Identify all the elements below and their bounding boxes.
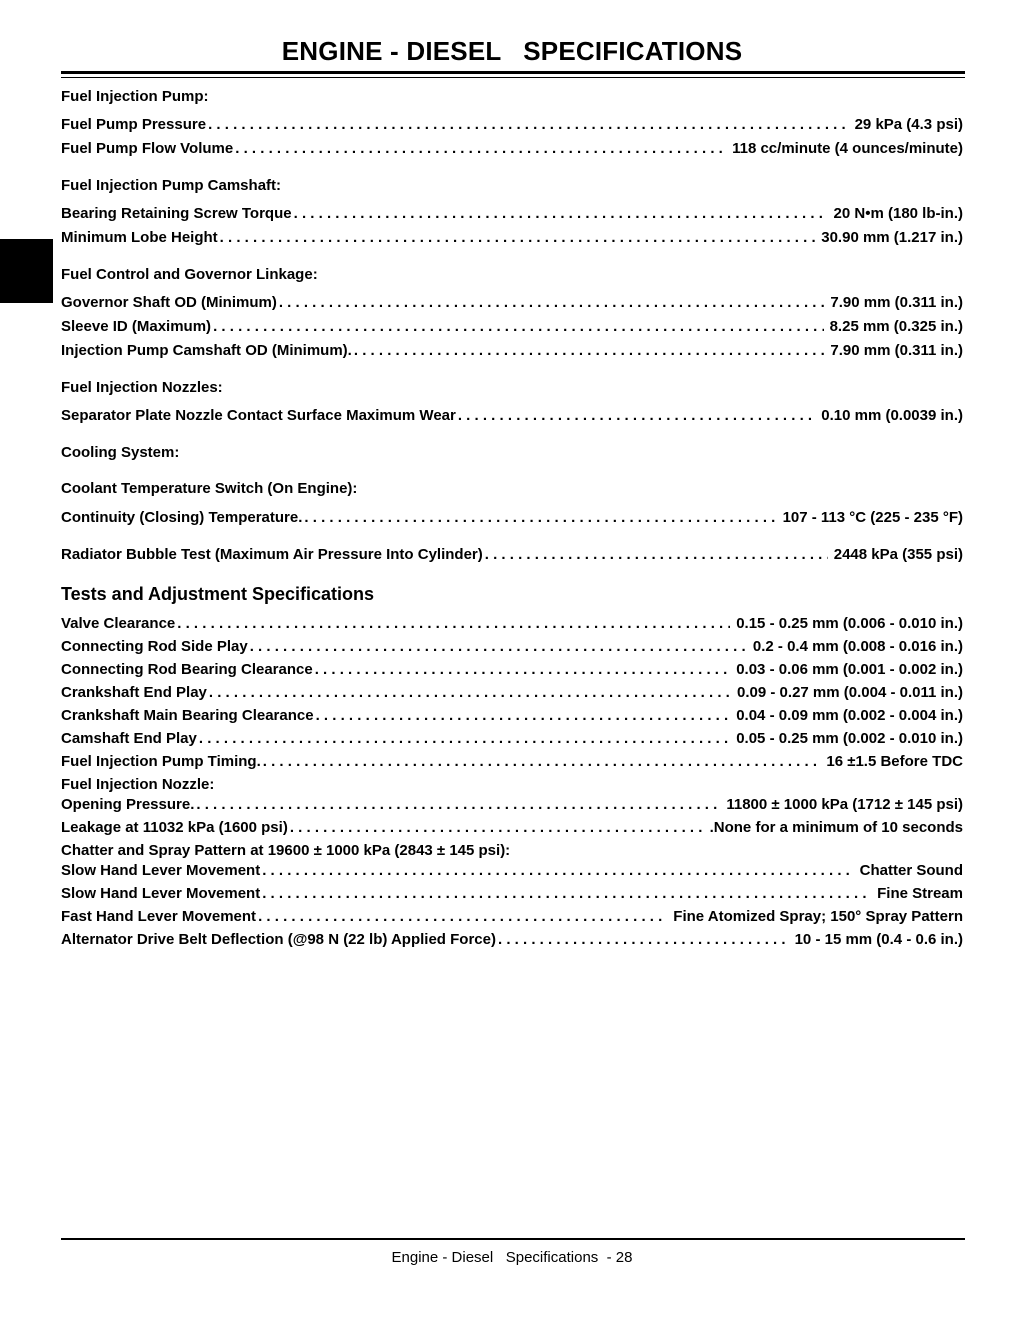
dot-leader — [458, 407, 815, 425]
spec-row — [61, 509, 963, 527]
dot-leader — [177, 615, 730, 633]
heading-chatter-spray-pattern: Chatter and Spray Pattern at 19600 ± 1000 kPa (2843 ± 145 psi): — [61, 842, 511, 859]
dot-leader — [262, 885, 871, 903]
dot-leader — [262, 862, 853, 880]
heading-coolant-temperature-switch: Coolant Temperature Switch (On Engine): — [61, 480, 358, 497]
spec-value: 0.2 - 0.4 mm (0.008 - 0.016 in.) — [752, 638, 963, 655]
dot-leader — [209, 684, 731, 702]
spec-row — [61, 931, 963, 949]
title-rule-thick — [61, 71, 965, 74]
spec-row — [61, 205, 963, 223]
spec-row — [61, 885, 963, 903]
dot-leader — [208, 116, 849, 134]
spec-row — [61, 342, 963, 360]
spec-row — [61, 407, 963, 425]
spec-value: .None for a minimum of 10 seconds — [709, 819, 963, 836]
spec-value: Fine Atomized Spray; 150° Spray Pattern — [673, 908, 963, 925]
spec-label: Injection Pump Camshaft OD (Minimum). — [61, 342, 352, 359]
spec-label: Sleeve ID (Maximum) — [61, 318, 212, 335]
spec-row — [61, 684, 963, 702]
spec-label: Valve Clearance — [61, 615, 176, 632]
spec-label: Fast Hand Lever Movement — [61, 908, 257, 925]
dot-leader — [213, 318, 824, 336]
spec-value: 107 - 113 °C (225 - 235 °F) — [782, 509, 963, 526]
dot-leader — [290, 819, 704, 837]
spec-label: Leakage at 11032 kPa (1600 psi) — [61, 819, 288, 836]
spec-label: Governor Shaft OD (Minimum) — [61, 294, 277, 311]
spec-row — [61, 753, 963, 771]
dot-leader — [196, 796, 720, 814]
section-side-tab — [0, 239, 53, 303]
spec-label: Connecting Rod Bearing Clearance — [61, 661, 313, 678]
spec-value: Fine Stream — [877, 885, 963, 902]
spec-label: Separator Plate Nozzle Contact Surface Maximum Wear — [61, 407, 456, 424]
heading-fuel-injection-nozzle: Fuel Injection Nozzle: — [61, 776, 215, 793]
spec-label: Slow Hand Lever Movement — [61, 862, 261, 879]
dot-leader — [498, 931, 789, 949]
dot-leader — [199, 730, 730, 748]
dot-leader — [354, 342, 825, 360]
dot-leader — [316, 707, 731, 725]
spec-row — [61, 707, 963, 725]
spec-row — [61, 615, 963, 633]
spec-value: 2448 kPa (355 psi) — [833, 546, 963, 563]
spec-value: 0.04 - 0.09 mm (0.002 - 0.004 in.) — [736, 707, 963, 724]
spec-value: Chatter Sound — [859, 862, 963, 879]
spec-label: Minimum Lobe Height — [61, 229, 218, 246]
heading-tests-adjustment: Tests and Adjustment Specifications — [61, 584, 375, 604]
heading-cooling-system: Cooling System: — [61, 444, 180, 461]
spec-row — [61, 116, 963, 134]
spec-row — [61, 638, 963, 656]
spec-value: 11800 ± 1000 kPa (1712 ± 145 psi) — [726, 796, 963, 813]
spec-value: 10 - 15 mm (0.4 - 0.6 in.) — [794, 931, 963, 948]
spec-value: 0.03 - 0.06 mm (0.001 - 0.002 in.) — [736, 661, 963, 678]
spec-row — [61, 140, 963, 158]
spec-content — [61, 88, 963, 949]
spec-label: Fuel Injection Pump Timing. — [61, 753, 261, 770]
spec-value: 7.90 mm (0.311 in.) — [830, 294, 963, 311]
dot-leader — [250, 638, 747, 656]
spec-value: 20 N•m (180 lb-in.) — [833, 205, 963, 222]
spec-row — [61, 318, 963, 336]
dot-leader — [279, 294, 825, 312]
page-title: ENGINE - DIESEL SPECIFICATIONS — [281, 36, 743, 66]
spec-row — [61, 819, 963, 837]
spec-row — [61, 796, 963, 814]
spec-row — [61, 661, 963, 679]
dot-leader — [220, 229, 816, 247]
spec-value: 8.25 mm (0.325 in.) — [829, 318, 963, 335]
dot-leader — [235, 140, 726, 158]
spec-label: Radiator Bubble Test (Maximum Air Pressure Into Cylinder) — [61, 546, 483, 563]
spec-value: 29 kPa (4.3 psi) — [854, 116, 963, 133]
spec-label: Fuel Pump Pressure — [61, 116, 207, 133]
spec-value: 0.09 - 0.27 mm (0.004 - 0.011 in.) — [737, 684, 963, 701]
dot-leader — [304, 509, 776, 527]
spec-value: 16 ±1.5 Before TDC — [826, 753, 963, 770]
heading-fuel-injection-nozzles: Fuel Injection Nozzles: — [61, 379, 223, 396]
spec-label: Connecting Rod Side Play — [61, 638, 248, 655]
spec-row — [61, 546, 963, 564]
spec-row — [61, 229, 963, 247]
heading-governor-linkage: Fuel Control and Governor Linkage: — [61, 266, 318, 283]
dot-leader — [263, 753, 821, 771]
spec-label: Camshaft End Play — [61, 730, 197, 747]
spec-label: Crankshaft Main Bearing Clearance — [61, 707, 314, 724]
dot-leader — [258, 908, 667, 926]
page-footer: Engine - Diesel Specifications - 28 — [391, 1249, 633, 1266]
spec-value: 0.10 mm (0.0039 in.) — [821, 407, 963, 424]
spec-row — [61, 908, 963, 926]
spec-value: 7.90 mm (0.311 in.) — [830, 342, 963, 359]
spec-label: Bearing Retaining Screw Torque — [61, 205, 292, 222]
spec-label: Fuel Pump Flow Volume — [61, 140, 234, 157]
dot-leader — [485, 546, 828, 564]
spec-label: Opening Pressure. — [61, 796, 195, 813]
spec-label: Continuity (Closing) Temperature. — [61, 509, 303, 526]
dot-leader — [315, 661, 730, 679]
spec-label: Slow Hand Lever Movement — [61, 885, 261, 902]
spec-value: 118 cc/minute (4 ounces/minute) — [732, 140, 963, 157]
heading-fuel-injection-pump: Fuel Injection Pump: — [61, 88, 209, 105]
spec-value: 0.15 - 0.25 mm (0.006 - 0.010 in.) — [736, 615, 963, 632]
spec-label: Alternator Drive Belt Deflection (@98 N (22 lb) Applied Force) — [61, 931, 496, 948]
spec-row — [61, 294, 963, 312]
spec-value: 30.90 mm (1.217 in.) — [821, 229, 963, 246]
spec-label: Crankshaft End Play — [61, 684, 207, 701]
title-rule-thin — [61, 77, 965, 78]
footer-rule — [61, 1238, 965, 1240]
dot-leader — [294, 205, 828, 223]
spec-value: 0.05 - 0.25 mm (0.002 - 0.010 in.) — [736, 730, 963, 747]
spec-row — [61, 862, 963, 880]
spec-row — [61, 730, 963, 748]
heading-injection-pump-camshaft: Fuel Injection Pump Camshaft: — [61, 177, 282, 194]
